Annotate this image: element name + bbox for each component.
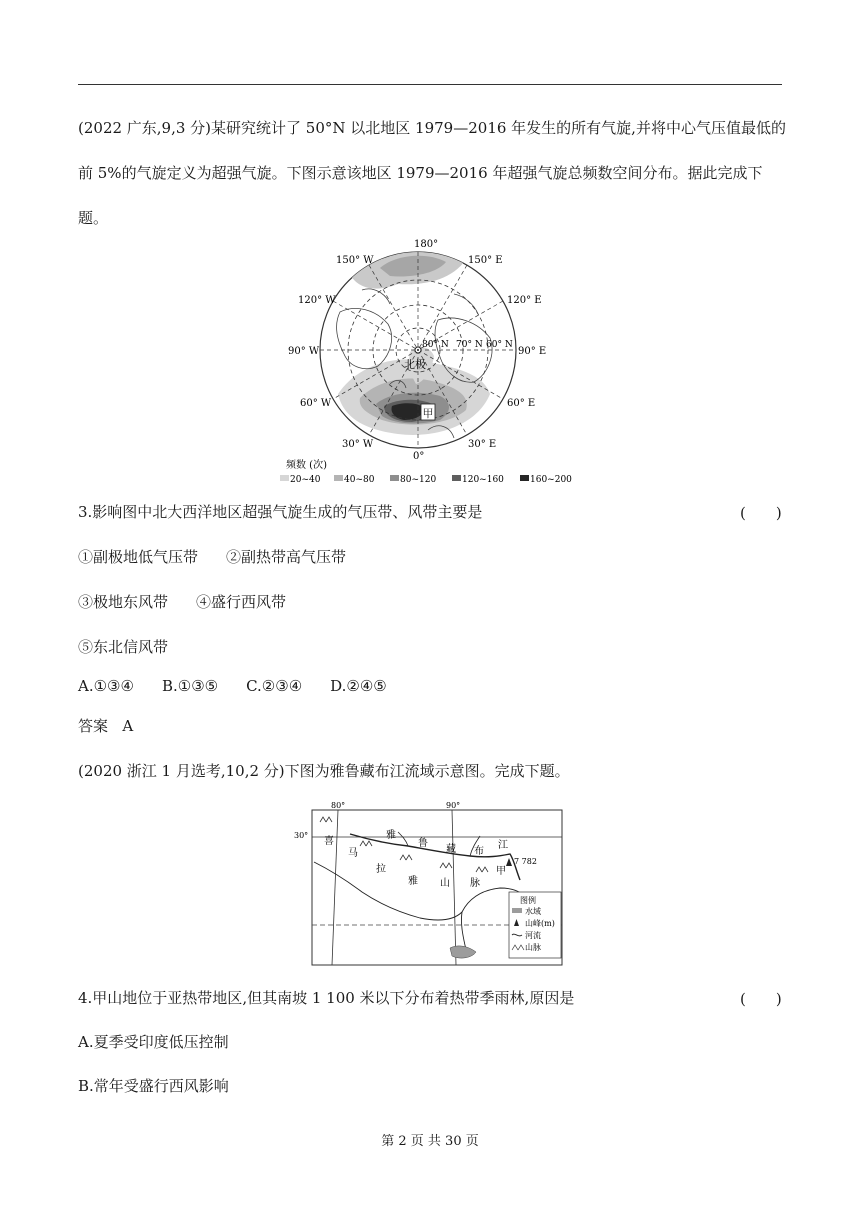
intro1-line1: (2022 广东,9,3 分)某研究统计了 50°N 以北地区 1979—2016 年发生的所有气旋,并将中心气压值最低的 — [78, 119, 786, 137]
legend-label-2: 40~80 — [344, 475, 375, 485]
river-char-4: 布 — [474, 846, 484, 857]
legend-swatch-5 — [520, 475, 529, 481]
legend-item-4: 山脉 — [525, 943, 541, 952]
legend-swatch-4 — [452, 475, 461, 481]
range-char-4: 雅 — [408, 876, 418, 887]
intro2: (2020 浙江 1 月选考,10,2 分)下图为雅鲁藏布江流域示意图。完成下题。 — [78, 762, 570, 780]
lat-30-label: 30° — [294, 831, 309, 840]
marker-label: 甲 — [422, 407, 434, 420]
q3-option-b: B.①③⑤ — [161, 677, 219, 695]
legend-swatch-2 — [334, 475, 343, 481]
intro1-line2: 前 5%的气旋定义为超强气旋。下图示意该地区 1979—2016 年超强气旋总频数空间分布。据此完成下 — [78, 164, 763, 182]
q3-bracket: ( ) — [740, 504, 782, 522]
page-footer: 第 2 页 共 30 页 — [381, 1134, 479, 1149]
lon-label-30w: 30° W — [342, 439, 374, 450]
q4-option-a: A.夏季受印度低压控制 — [78, 1033, 229, 1051]
lon-label-30e: 30° E — [468, 439, 497, 450]
lon-80-label: 80° — [331, 801, 346, 810]
q3-row1 — [78, 547, 374, 567]
lon-label-150e: 150° E — [468, 255, 503, 266]
lat-label-60: 60° N — [486, 340, 513, 350]
q4-bracket: ( ) — [740, 990, 782, 1008]
pole-label: 北极 — [404, 358, 426, 371]
q3-row2 — [78, 592, 314, 612]
legend-label-1: 20~40 — [290, 475, 321, 485]
lat-label-80: 80° N — [422, 340, 449, 350]
range-char-2: 马 — [348, 848, 358, 859]
yarlung-river-map — [290, 800, 568, 970]
q3-item-2: ②副热带高气压带 — [226, 548, 347, 566]
q3-answer — [78, 716, 133, 736]
q3-option-c: C.②③④ — [246, 677, 303, 695]
lon-label-120w: 120° W — [298, 295, 336, 306]
lon-label-90e: 90° E — [518, 346, 547, 357]
legend-label-3: 80~120 — [400, 475, 437, 485]
lon-label-60w: 60° W — [300, 398, 332, 409]
river-char-2: 鲁 — [418, 838, 428, 849]
legend-label-5: 160~200 — [530, 475, 572, 485]
range-char-6: 脉 — [470, 878, 480, 889]
q3-item-4: ④盛行西风带 — [196, 593, 287, 611]
legend-swatch-3 — [390, 475, 399, 481]
intro1-line3: 题。 — [78, 209, 109, 227]
legend-title: 频数 (次) — [286, 460, 327, 471]
q3-option-d: D.②④⑤ — [330, 677, 387, 695]
q3-option-a: A.①③④ — [78, 677, 134, 695]
lon-label-120e: 120° E — [507, 295, 542, 306]
q4-option-b: B.常年受盛行西风影响 — [78, 1077, 229, 1095]
q3-item-1: ①副极地低气压带 — [78, 548, 199, 566]
q3-item-3: ③极地东风带 — [78, 593, 169, 611]
peak-height: 7 782 — [514, 857, 537, 866]
answer-value: A — [122, 717, 134, 735]
lat-label-70: 70° N — [456, 340, 483, 350]
legend-swatch-1 — [280, 475, 289, 481]
legend-title: 图例 — [520, 896, 536, 905]
q3-row3: ⑤东北信风带 — [78, 638, 169, 656]
lon-label-150w: 150° W — [336, 255, 374, 266]
lon-label-90w: 90° W — [288, 346, 320, 357]
peak-label: 甲 — [496, 866, 506, 877]
river-char-1: 雅 — [386, 830, 396, 841]
legend-row — [280, 475, 572, 485]
q3-options — [78, 676, 415, 696]
river-char-5: 江 — [498, 840, 508, 851]
polar-cyclone-map — [278, 234, 588, 486]
legend-item-2: 山峰(m) — [525, 919, 555, 928]
range-char-5: 山 — [440, 878, 450, 889]
legend-item-1: 水域 — [525, 907, 541, 916]
legend-water-icon — [512, 908, 522, 913]
range-char-1: 喜 — [324, 836, 334, 847]
lon-90-label: 90° — [446, 801, 461, 810]
river-char-3: 藏 — [446, 844, 456, 855]
lon-label-180: 180° — [414, 239, 439, 250]
q3-stem: 3.影响图中北大西洋地区超强气旋生成的气压带、风带主要是 — [78, 503, 483, 521]
lon-label-0: 0° — [413, 451, 425, 462]
header-rule — [78, 84, 782, 85]
range-char-3: 拉 — [376, 864, 386, 875]
legend-item-3: 河流 — [525, 931, 541, 940]
answer-label: 答案 — [78, 717, 109, 735]
legend-label-4: 120~160 — [462, 475, 504, 485]
q4-stem: 4.甲山地位于亚热带地区,但其南坡 1 100 米以下分布着热带季雨林,原因是 — [78, 989, 575, 1007]
lon-label-60e: 60° E — [507, 398, 536, 409]
